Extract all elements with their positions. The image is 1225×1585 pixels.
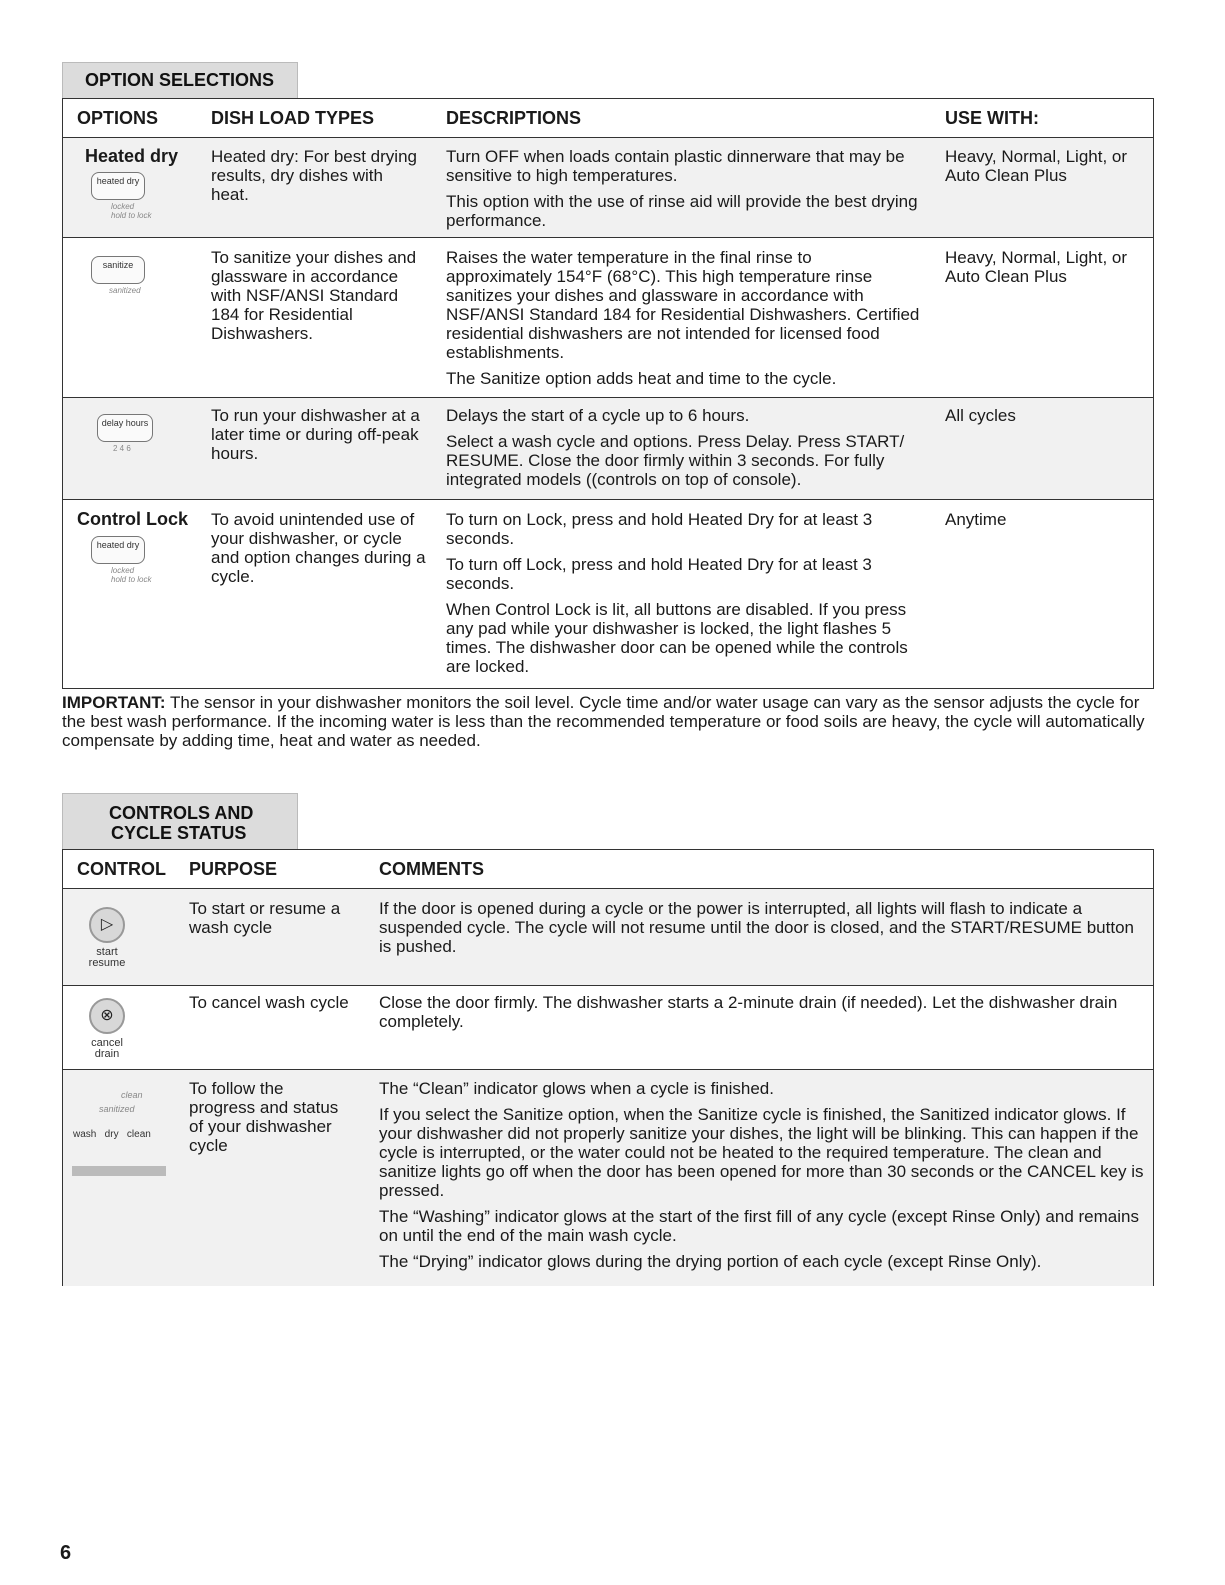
header-load-types: DISH LOAD TYPES [211, 108, 375, 128]
header-control: CONTROL [77, 859, 166, 879]
description-para: To turn off Lock, press and hold Heated Dry for at least 3 seconds. [446, 555, 872, 593]
option-row-control-lock [63, 500, 1153, 689]
option-selections-tab [62, 62, 298, 98]
load-type-text: To avoid unintended use of your dishwasher, or cycle and option changes during a cycle. [211, 510, 426, 586]
comment-para: Close the door firmly. The dishwasher starts a 2-minute drain (if needed). Let the dishwasher drain completely. [379, 993, 1118, 1031]
option-row-sanitize [63, 238, 1153, 398]
option-selections-title: OPTION SELECTIONS [85, 70, 275, 90]
cycle-status-indicator-bar [72, 1166, 166, 1176]
cycle-steps-label: wash dry clean [73, 1129, 151, 1140]
lock-hint-text: locked hold to lock [111, 566, 152, 584]
header-use-with: USE WITH: [945, 108, 1039, 128]
description-para: This option with the use of rinse aid will provide the best drying performance. [446, 192, 918, 230]
cancel-drain-label: cancel drain [91, 1037, 123, 1060]
comments-text [379, 899, 1139, 963]
load-type-text: To run your dishwasher at a later time or during off-peak hours. [211, 406, 420, 463]
load-type-text: Heated dry: For best drying results, dry dishes with heat. [211, 147, 417, 204]
controls-status-table [62, 849, 1154, 1286]
description-text [446, 147, 926, 237]
comment-para: The “Drying” indicator glows during the drying portion of each cycle (except Rinse Only). [379, 1252, 1042, 1271]
description-para: The Sanitize option adds heat and time to the cycle. [446, 369, 837, 388]
controls-status-title-line2: CYCLE STATUS [111, 823, 247, 843]
control-row-cancel-drain [63, 986, 1153, 1070]
description-text [446, 248, 921, 395]
option-selections-table [62, 98, 1154, 689]
sanitized-indicator-label: sanitized [99, 1104, 135, 1114]
use-with-text: Anytime [945, 510, 1007, 529]
description-para: Raises the water temperature in the final rinse to approximately 154°F (68°C). This high temperature rinse sanitizes your dishes and glassware in accordance with NSF/ANSI Standard 184 for Residential Dishwashers. Certified residential dishwashers are not intended for licensed food establishments. [446, 248, 920, 362]
important-label: IMPORTANT: [62, 693, 166, 712]
header-comments: COMMENTS [379, 859, 484, 879]
option-name: Control Lock [77, 509, 188, 529]
description-para: Select a wash cycle and options. Press Delay. Press START/ RESUME. Close the door firmly within 3 seconds. For fully integrated models ((controls on top of console). [446, 432, 905, 489]
purpose-text: To cancel wash cycle [189, 993, 349, 1012]
description-para: Turn OFF when loads contain plastic dinnerware that may be sensitive to high temperatures. [446, 147, 905, 185]
sanitized-indicator-text: sanitized [109, 286, 141, 295]
controls-table-header [63, 850, 1153, 889]
comments-text [379, 993, 1129, 1038]
important-text: The sensor in your dishwasher monitors the soil level. Cycle time and/or water usage can vary as the sensor adjusts the cycle for the best wash performance. If the incoming water is less than the recommended temperature or food soils are heavy, the cycle will automatically compensate by adding time, heat and water as needed. [62, 693, 1145, 750]
purpose-text: To follow the progress and status of your dishwasher cycle [189, 1079, 339, 1155]
description-text [446, 406, 926, 496]
cancel-drain-icon: ⊗ [89, 998, 125, 1034]
control-row-cycle-status [63, 1070, 1153, 1286]
option-row-delay-hours [63, 398, 1153, 500]
use-with-text: Heavy, Normal, Light, or Auto Clean Plus [945, 248, 1128, 286]
sanitize-button-icon: sanitize [91, 256, 145, 284]
options-table-header [63, 99, 1153, 138]
comments-text [379, 1079, 1149, 1278]
control-row-start-resume [63, 889, 1153, 986]
heated-dry-button-icon: heated dry [91, 172, 145, 200]
clean-indicator-label: clean [121, 1090, 143, 1100]
description-text [446, 510, 924, 683]
controls-status-tab [62, 793, 298, 849]
delay-hours-scale: 2 4 6 [113, 444, 131, 453]
delay-hours-button-icon: delay hours [97, 414, 153, 442]
description-para: Delays the start of a cycle up to 6 hours. [446, 406, 750, 425]
controls-status-title-line1: CONTROLS AND [109, 803, 254, 823]
heated-dry-button-icon: heated dry [91, 536, 145, 564]
option-name: Heated dry [85, 146, 179, 166]
option-row-heated-dry [63, 138, 1153, 238]
description-para: When Control Lock is lit, all buttons are disabled. If you press any pad while your dishwasher is locked, the light flashes 5 times. The dishwasher door can be opened while the controls are locked. [446, 600, 908, 676]
comment-para: The “Clean” indicator glows when a cycle is finished. [379, 1079, 774, 1098]
start-resume-label: start resume [88, 946, 126, 969]
lock-hint-text: locked hold to lock [111, 202, 152, 220]
use-with-text: All cycles [945, 406, 1016, 425]
use-with-text: Heavy, Normal, Light, or Auto Clean Plus [945, 147, 1128, 185]
start-resume-icon: ▷ [89, 907, 125, 943]
comment-para: If the door is opened during a cycle or the power is interrupted, all lights will flash to indicate a suspended cycle. The cycle will not resume until the door is closed, and the START/RESUME button is pushed. [379, 899, 1134, 956]
header-purpose: PURPOSE [189, 859, 278, 879]
header-descriptions: DESCRIPTIONS [446, 108, 582, 128]
description-para: To turn on Lock, press and hold Heated Dry for at least 3 seconds. [446, 510, 873, 548]
comment-para: The “Washing” indicator glows at the start of the first fill of any cycle (except Rinse Only) and remains on until the end of the main wash cycle. [379, 1207, 1139, 1245]
load-type-text: To sanitize your dishes and glassware in accordance with NSF/ANSI Standard 184 for Residential Dishwashers. [211, 248, 417, 343]
page-number: 6 [60, 1542, 72, 1564]
purpose-text: To start or resume a wash cycle [189, 899, 341, 937]
important-note [62, 693, 1154, 750]
comment-para: If you select the Sanitize option, when the Sanitize cycle is finished, the Sanitized indicator glows. If your dishwasher did not properly sanitize your dishes, the light will be blinking. This can happen if the cycle is interrupted, or the water could not be heated to the required temperature. The clean and sanitize lights go off when the door has been opened for more than 30 seconds or the CANCEL key is pressed. [379, 1105, 1144, 1200]
header-options: OPTIONS [77, 108, 159, 128]
